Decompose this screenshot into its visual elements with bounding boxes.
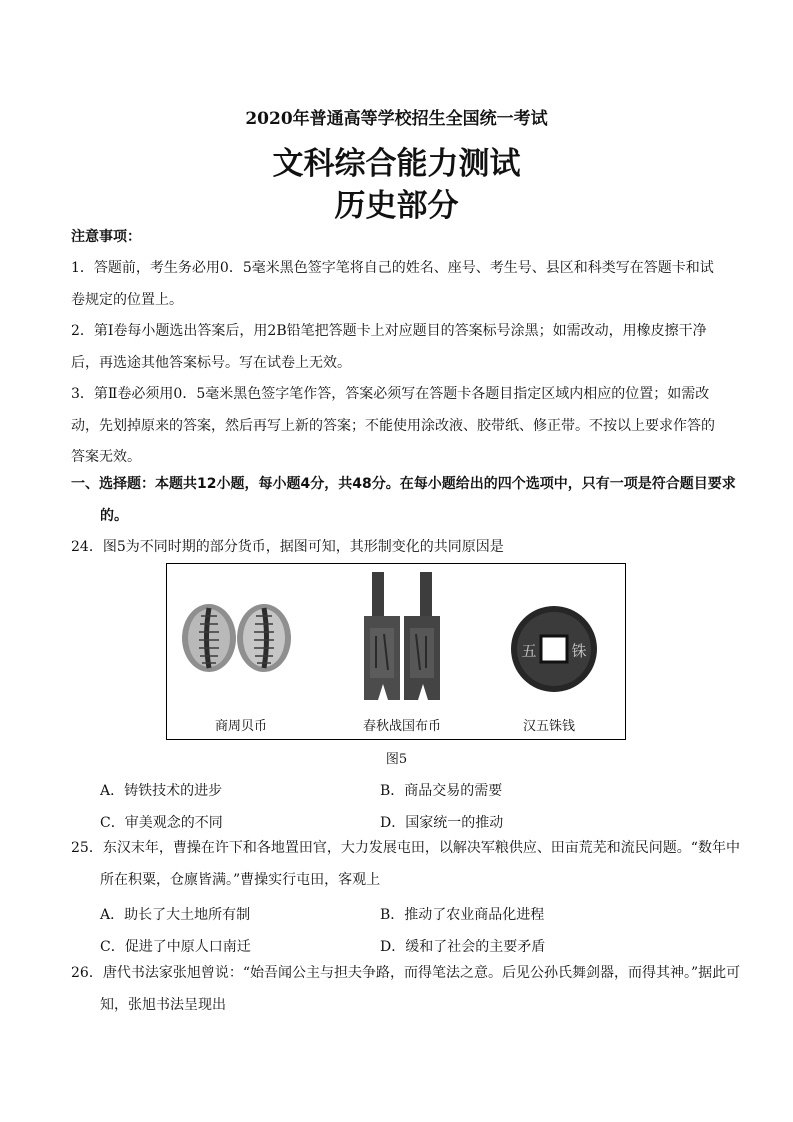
option-c: C．审美观念的不同 (100, 815, 223, 831)
coin-character-right: 铢 (571, 642, 587, 660)
notice-item-1: 1．答题前，考生务必用0．5毫米黑色签字笔将自己的姓名、座号、考生号、县区和科类写在答题卡和试卷规定的位置上。 (71, 260, 714, 308)
spade-coin-image (362, 572, 444, 702)
option-b: B．推动了农业商品化进程 (380, 907, 545, 923)
caption-shell-coin: 商周贝币 (215, 719, 268, 734)
question-25-stem: 25．东汉末年，曹操在许下和各地置田官，大力发展屯田，以解决军粮供应、田亩荒芜和流民问题。“数年中所在积粟，仓廪皆满。”曹操实行屯田，客观上 (71, 840, 740, 888)
option-d: D．缓和了社会的主要矛盾 (380, 939, 546, 955)
option-c: C．促进了中原人口南迁 (100, 939, 251, 955)
option-a: A．助长了大土地所有制 (100, 907, 251, 923)
question-26-stem: 26．唐代书法家张旭曾说：“始吾闻公主与担夫争路，而得笔法之意。后见公孙氏舞剑器，而得其神。”据此可知，张旭书法呈现出 (71, 965, 741, 1013)
part-title: 历史部分 (334, 188, 459, 224)
notice-heading: 注意事项： (71, 229, 141, 245)
coin-character-left: 五 (521, 642, 537, 660)
subject-title: 文科综合能力测试 (272, 146, 521, 182)
section-heading: 一、选择题：本题共12小题，每小题4分，共48分。在每小题给出的四个选项中，只有一项是符合题目要求的。 (71, 476, 736, 524)
wuzhu-coin-image (509, 604, 599, 694)
figure-5 (166, 563, 626, 740)
question-24-stem: 24．图5为不同时期的部分货币，据图可知，其形制变化的共同原因是 (71, 539, 504, 555)
caption-spade-coin: 春秋战国布币 (363, 719, 442, 734)
exam-title: 2020年普通高等学校招生全国统一考试 (245, 109, 548, 129)
notice-item-3: 3．第Ⅱ卷必须用0．5毫米黑色签字笔作答，答案必须写在答题卡各题目指定区域内相应的位置；如需改动，先划掉原来的答案，然后再写上新的答案；不能使用涂改液、胶带纸、修正带。不按以上要求作答的答案无效。 (71, 386, 715, 465)
option-d: D．国家统一的推动 (380, 815, 504, 831)
notice-item-2: 2．第Ⅰ卷每小题选出答案后，用2B铅笔把答题卡上对应题目的答案标号涂黑；如需改动，用橡皮擦干净后，再选途其他答案标号。写在试卷上无效。 (71, 323, 707, 371)
shell-coin-image (179, 602, 294, 674)
option-b: B．商品交易的需要 (380, 783, 503, 799)
figure-label: 图5 (385, 752, 408, 767)
caption-wuzhu-coin: 汉五铢钱 (523, 719, 576, 734)
option-a: A．铸铁技术的进步 (100, 783, 223, 799)
